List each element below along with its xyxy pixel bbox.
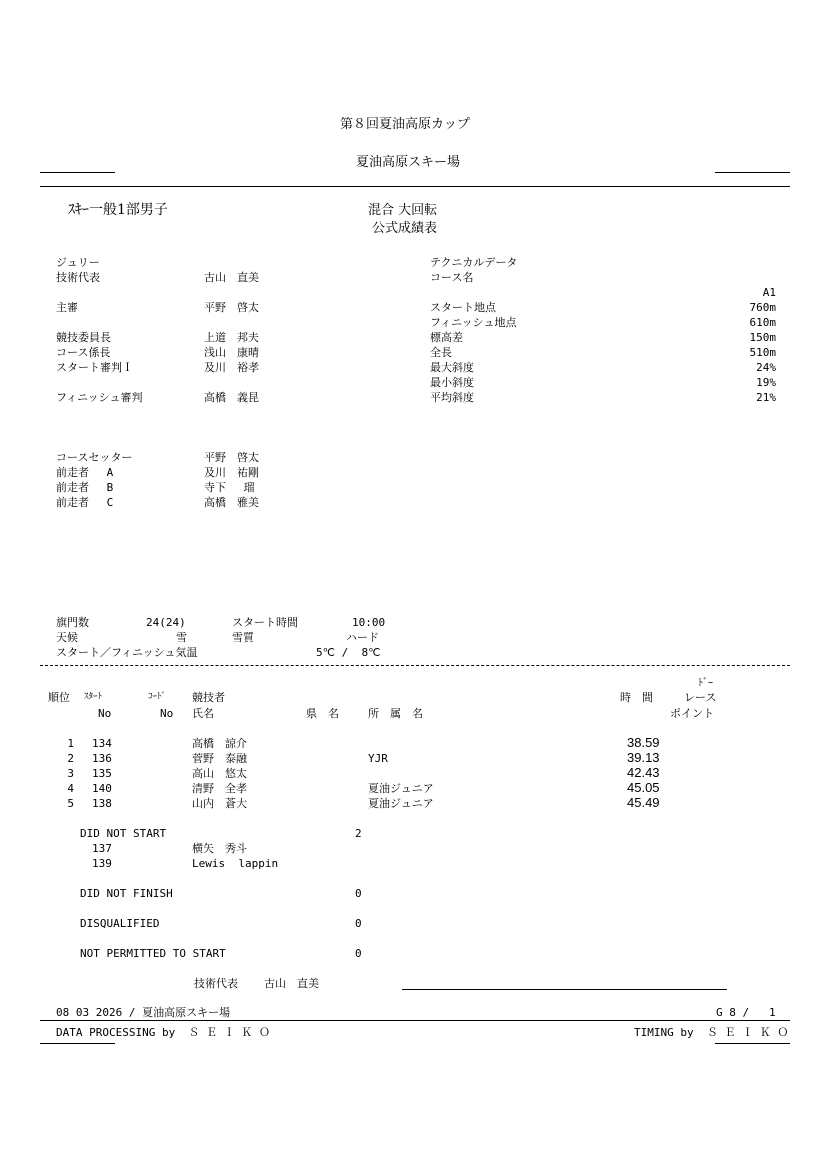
dns-bib: 139 [92,857,112,870]
footer-rule-right [715,1043,790,1044]
dns-name: 横矢 秀斗 [192,842,247,855]
col-code: ｺｰﾄﾞ [148,692,167,702]
jury-role: コース係長 [56,346,111,359]
gates-label: 旗門数 [56,616,89,629]
setter-name: 高橋 雅美 [204,496,259,509]
jury-name: 古山 直美 [204,271,259,284]
result-name: 高橋 諒介 [192,737,247,750]
result-time: 42.43 [627,765,660,780]
col-points: ポイント [670,707,714,720]
jury-title: ジュリー [56,256,100,269]
result-club: YJR [368,752,388,765]
result-bib: 136 [92,752,112,765]
tech-value: 21% [756,391,776,404]
snow-value: ハード [346,631,379,644]
header-rule [40,186,790,187]
tech-value: 610m [749,316,776,329]
footer-page: G 8 / 1 [716,1006,776,1019]
result-name: 高山 悠太 [192,767,247,780]
footer-rule [40,1020,790,1021]
result-bib: 138 [92,797,112,810]
jury-name: 高橋 義昆 [204,391,259,404]
setter-name: 及川 祐剛 [204,466,259,479]
tech-value: 510m [749,346,776,359]
footer-date-venue: 08 03 2026 / 夏油高原スキー場 [56,1006,231,1019]
event-title: 第８回夏油高原カップ [340,117,470,132]
setter-role: 前走者 A [56,466,114,479]
nps-label: NOT PERMITTED TO START [80,947,226,960]
header-rule-right [715,172,790,173]
col-competitor: 競技者 [192,691,225,704]
setter-name: 寺下 瑠 [204,481,255,494]
tech-label: 最大斜度 [430,361,474,374]
result-bib: 134 [92,737,112,750]
dns-label: DID NOT START [80,827,167,840]
dsq-count: 0 [355,917,362,930]
setter-role: コースセッター [56,451,133,464]
tech-value: 150m [749,331,776,344]
result-bib: 140 [92,782,112,795]
dns-name: Lewis lappin [192,857,279,870]
tech-label: 標高差 [430,331,463,344]
dsq-label: DISQUALIFIED [80,917,160,930]
gates-value: 24(24) [146,616,186,629]
dnf-label: DID NOT FINISH [80,887,173,900]
tech-label: 平均斜度 [430,391,474,404]
jury-role: スタート審判Ｉ [56,361,133,374]
result-time: 45.49 [627,795,660,810]
tech-label: スタート地点 [430,301,496,314]
technical-title: テクニカルデータ [430,256,518,269]
col-name: 氏名 [192,707,214,720]
dns-count: 2 [355,827,362,840]
result-time: 38.59 [627,735,660,750]
col-code-no: No [160,707,174,720]
signature-name: 古山 直美 [264,977,319,990]
start-time-value: 10:00 [352,616,386,629]
jury-name: 平野 啓太 [204,301,259,314]
result-bib: 135 [92,767,112,780]
jury-role: 主審 [56,301,78,314]
category-title: ｽｷｰ一般1部男子 [68,202,168,218]
tech-value: 760m [749,301,776,314]
result-club: 夏油ジュニア [368,797,434,810]
setter-role: 前走者 B [56,481,114,494]
dashed-divider [40,665,790,666]
col-club: 所 属 名 [368,707,423,720]
col-start-no: No [98,707,112,720]
venue-title: 夏油高原スキー場 [356,155,461,170]
jury-role: フィニッシュ審判 [56,391,143,404]
result-rank: 2 [67,752,74,765]
result-name: 山内 蒼大 [192,797,247,810]
jury-role: 技術代表 [56,271,100,284]
result-rank: 1 [67,737,74,750]
snow-label: 雪質 [232,631,254,644]
result-club: 夏油ジュニア [368,782,434,795]
col-pref: 県 名 [306,707,339,720]
result-type: 公式成績表 [372,221,438,236]
setter-name: 平野 啓太 [204,451,259,464]
nps-count: 0 [355,947,362,960]
result-time: 45.05 [627,780,660,795]
col-points-top: ﾄﾞｰ [698,678,713,689]
jury-name: 浅山 康晴 [204,346,259,359]
result-name: 清野 全孝 [192,782,247,795]
dnf-count: 0 [355,887,362,900]
tech-value: 19% [756,376,776,389]
result-rank: 4 [67,782,74,795]
col-rank: 順位 [48,691,70,704]
result-time: 39.13 [627,750,660,765]
jury-name: 上道 邦夫 [204,331,259,344]
start-time-label: スタート時間 [232,616,298,629]
temp-label: スタート／フィニッシュ気温 [56,646,198,659]
dns-bib: 137 [92,842,112,855]
discipline-title: 混合 大回転 [368,203,438,218]
footer-data-processing: DATA PROCESSING by Ｓ Ｅ Ｉ Ｋ Ｏ [56,1026,270,1039]
jury-name: 及川 裕孝 [204,361,259,374]
weather-value: 雪 [176,631,187,644]
temp-value: 5℃ / 8℃ [316,646,381,659]
course-value: A1 [762,286,776,299]
tech-label: 最小斜度 [430,376,474,389]
footer-rule-left [40,1043,115,1044]
weather-label: 天候 [56,631,78,644]
tech-label: 全長 [430,346,452,359]
footer-timing: TIMING by Ｓ Ｅ Ｉ Ｋ Ｏ [634,1026,789,1039]
course-label: コース名 [430,271,474,284]
col-points-mid: レース [684,691,717,704]
signature-line [402,989,727,990]
jury-role: 競技委員長 [56,331,111,344]
result-rank: 3 [67,767,74,780]
header-rule-left [40,172,115,173]
setter-role: 前走者 C [56,496,114,509]
tech-value: 24% [756,361,776,374]
result-rank: 5 [67,797,74,810]
col-start: ｽﾀｰﾄ [84,692,103,702]
col-time: 時 間 [620,691,653,704]
tech-label: フィニッシュ地点 [430,316,517,329]
result-name: 菅野 泰融 [192,752,247,765]
signature-role: 技術代表 [194,977,238,990]
